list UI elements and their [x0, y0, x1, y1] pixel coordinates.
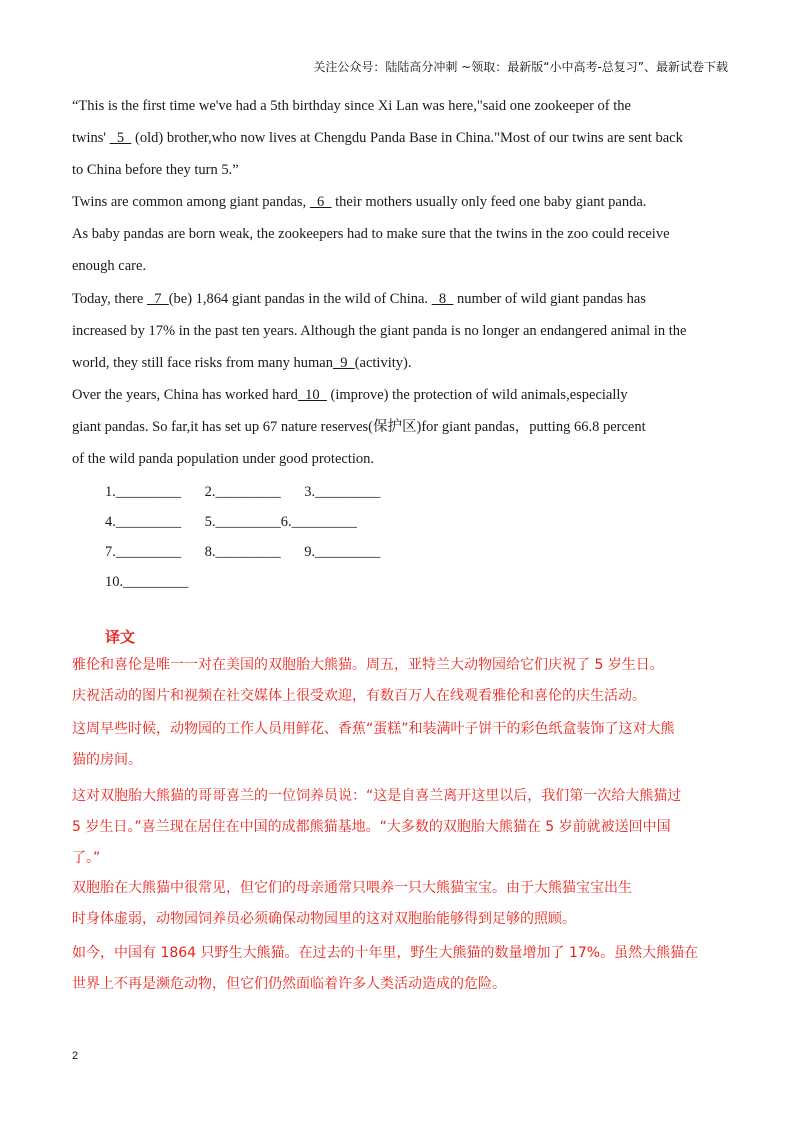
answer-blank[interactable]: 10._________	[105, 574, 189, 590]
passage-line: twins' 5 (old) brother,who now lives at Chengdu Panda Base in China."Most of our twins are sent back	[72, 130, 683, 146]
passage-line: “This is the first time we've had a 5th birthday since Xi Lan was here,"said one zookeeper of the	[72, 98, 631, 114]
blank-6: 6	[309, 194, 332, 210]
answer-row	[105, 537, 380, 567]
translation-line: 世界上不再是濒危动物，但它们仍然面临着许多人类活动造成的危险。	[72, 976, 506, 992]
passage-line: to China before they turn 5.”	[72, 162, 239, 178]
translation-line: 这周早些时候，动物园的工作人员用鲜花、香蕉“蛋糕”和装满叶子饼干的彩色纸盒装饰了这对大熊	[72, 721, 675, 737]
passage-line: of the wild panda population under good protection.	[72, 451, 375, 467]
translation-paragraph-2	[72, 714, 752, 776]
answer-blank[interactable]: 1._________	[105, 484, 182, 500]
translation-title: 译文	[105, 628, 136, 646]
passage-line: increased by 17% in the past ten years. Although the giant panda is no longer an endangered animal in the	[72, 323, 687, 339]
translation-paragraph-4	[72, 873, 752, 935]
passage-paragraph-1	[72, 90, 744, 186]
passage-line: As baby pandas are born weak, the zookeepers had to make sure that the twins in the zoo could receive	[72, 226, 670, 242]
answer-row	[105, 507, 380, 537]
answer-blank[interactable]: 4._________	[105, 514, 182, 530]
translation-line: 雅伦和喜伦是唯一一对在美国的双胞胎大熊猫。周五，亚特兰大动物园给它们庆祝了 5 岁生日。	[72, 657, 664, 673]
translation-line: 双胞胎在大熊猫中很常见，但它们的母亲通常只喂养一只大熊猫宝宝。由于大熊猫宝宝出生	[72, 880, 632, 896]
blank-7: 7	[146, 291, 169, 307]
translation-line: 时身体虚弱，动物园饲养员必须确保动物园里的这对双胞胎能够得到足够的照顾。	[72, 911, 576, 927]
passage-paragraph-4	[72, 379, 744, 475]
passage-line: Twins are common among giant pandas, 6 their mothers usually only feed one baby giant panda.	[72, 194, 647, 210]
answer-blank[interactable]: 2._________	[204, 484, 281, 500]
translation-line: 这对双胞胎大熊猫的哥哥喜兰的一位饲养员说：“这是自喜兰离开这里以后，我们第一次给大熊猫过	[72, 788, 682, 804]
blank-5: 5	[109, 130, 132, 146]
answer-row	[105, 567, 380, 597]
passage-paragraph-2	[72, 186, 744, 282]
blank-9: 9	[332, 355, 355, 371]
passage-line: enough care.	[72, 258, 147, 274]
answer-blank[interactable]: 8._________	[204, 544, 281, 560]
answer-blank[interactable]: 7._________	[105, 544, 182, 560]
translation-line: 如今，中国有 1864 只野生大熊猫。在过去的十年里，野生大熊猫的数量增加了 17%。虽然大熊猫在	[72, 945, 699, 961]
passage-line: Over the years, China has worked hard 10 (improve) the protection of wild animals,especially	[72, 387, 628, 403]
translation-paragraph-3	[72, 781, 752, 874]
passage-line: world, they still face risks from many human 9 (activity).	[72, 355, 412, 371]
translation-paragraph-1	[72, 650, 752, 712]
translation-line: 5 岁生日。”喜兰现在居住在中国的成都熊猫基地。“大多数的双胞胎大熊猫在 5 岁前就被送回中国	[72, 819, 671, 835]
answer-row	[105, 477, 380, 507]
page-number: 2	[72, 1050, 79, 1062]
blank-10: 10	[297, 387, 327, 403]
translation-line: 庆祝活动的图片和视频在社交媒体上很受欢迎，有数百万人在线观看雅伦和喜伦的庆生活动。	[72, 688, 646, 704]
page-header: 关注公众号：陆陆高分冲刺 ~领取：最新版“小中高考-总复习”、最新试卷下载	[313, 60, 728, 74]
translation-paragraph-5	[72, 938, 752, 1000]
answer-blank[interactable]: 9._________	[304, 544, 381, 560]
answer-blank[interactable]: 3._________	[304, 484, 381, 500]
answer-blank[interactable]: 5._________6._________	[204, 514, 357, 530]
passage-paragraph-3	[72, 283, 744, 379]
answer-blanks	[105, 477, 380, 597]
translation-line: 猫的房间。	[72, 752, 142, 768]
passage-line: Today, there 7 (be) 1,864 giant pandas in the wild of China. 8 number of wild giant pandas has	[72, 291, 646, 307]
passage-line: giant pandas. So far,it has set up 67 nature reserves(保护区)for giant pandas，putting 66.8 percent	[72, 419, 646, 435]
blank-8: 8	[431, 291, 454, 307]
translation-line: 了。”	[72, 850, 101, 866]
